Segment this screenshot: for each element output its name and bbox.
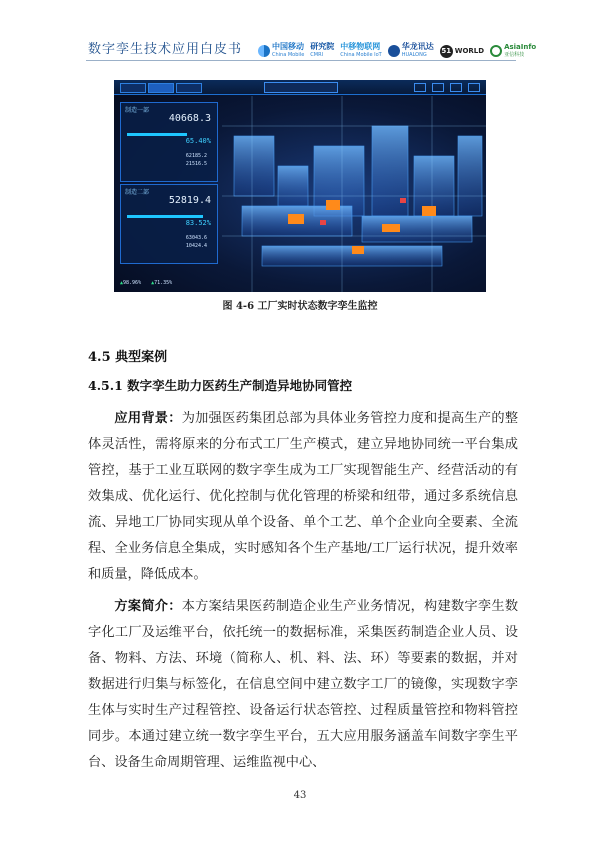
- logo-name: WORLD: [454, 47, 485, 55]
- header-title: 数字孪生技术应用白皮书: [88, 42, 243, 57]
- progress-bar: [127, 133, 187, 136]
- logo-sub: China Mobile IoT: [340, 52, 382, 58]
- panel-value: 10424.4: [185, 243, 207, 249]
- dashboard-tab: [176, 83, 202, 93]
- production-panel-1: [120, 102, 218, 182]
- panel-value: 63043.6: [185, 235, 207, 241]
- dashboard-title: [264, 82, 338, 93]
- dashboard-tab: [120, 83, 146, 93]
- stat-a: ▲ 98.96%: [120, 280, 141, 286]
- panel-label: 制造二部: [125, 189, 150, 196]
- progress-bar: [127, 215, 203, 218]
- logo-name: 中移物联网: [340, 42, 381, 51]
- paragraph-solution: [88, 594, 518, 776]
- paragraph-lead: 方案简介：: [114, 599, 182, 614]
- paragraph-background: [88, 406, 518, 588]
- stat-b: ▲ 71.35%: [151, 280, 172, 286]
- alarm-icon: [432, 83, 444, 92]
- header-divider: [86, 60, 516, 61]
- panel-percent: 65.40%: [185, 137, 211, 145]
- logo-sub: 亚信科技: [504, 52, 525, 58]
- production-panel-2: [120, 184, 218, 264]
- paragraph-body: 为加强医药集团总部为具体业务管控力度和提高生产的整体灵活性，需将原来的分布式工厂生产模式，建立异地协同统一平台集成管控，基于工业互联网的数字孪生成为工厂实现智能生产、经营活动的有效集成、优化运行、优化控制与优化管理的桥梁和纽带，通过多系统信息流、异地工厂协同实现从单个设备、单个工艺、单个企业向全要素、全流程、全业务信息全集成，实时感知各个生产基地/工厂运行状况，提升效率和质量，降低成本。: [88, 411, 519, 582]
- logo-name: 华龙讯达: [401, 42, 434, 51]
- 51world-logo: [440, 45, 484, 58]
- asiainfo-icon: [490, 45, 502, 57]
- logo-name: 研究院: [310, 42, 335, 51]
- page-header: [0, 0, 600, 70]
- hualong-logo: [388, 43, 434, 59]
- factory-3d-model: [222, 96, 486, 292]
- settings-icon: [450, 83, 462, 92]
- logo-strip: [258, 40, 536, 62]
- dashboard-tab: [148, 83, 174, 93]
- home-icon: [414, 83, 426, 92]
- dashboard-topbar: [114, 80, 486, 95]
- logo-sub: CMRI: [310, 52, 324, 58]
- section-heading: 4.5 典型案例: [88, 350, 168, 365]
- panel-label: 制造一部: [125, 107, 150, 114]
- dashboard-bottom-stats: [120, 280, 172, 286]
- logo-sub: China Mobile: [272, 52, 305, 58]
- asiainfo-logo: [490, 43, 536, 59]
- figure-caption: 图 4-6 工厂实时状态数字孪生监控: [222, 301, 378, 312]
- dashboard-toolbar: [414, 83, 480, 92]
- cmri-logo: [310, 43, 334, 59]
- fullscreen-icon: [468, 83, 480, 92]
- subsection-heading: 4.5.1 数字孪生助力医药生产制造异地协同管控: [88, 378, 353, 393]
- logo-name: 中国移动: [272, 42, 304, 51]
- panel-main-value: 40668.3: [168, 113, 211, 124]
- figure-dashboard-screenshot: [114, 80, 486, 292]
- paragraph-body: 本方案结果医药制造企业生产业务情况，构建数字孪生数字化工厂及运维平台，依托统一的数据标准，采集医药制造企业人员、设备、物料、方法、环境（简称人、机、料、法、环）等要素的数据，并对数据进行归集与标签化，在信息空间中建立数字工厂的镜像，实现数字孪生体与实时生产过程管控、设备运行状态管控、过程质量管控和物料管控同步。本通过建立统一数字孪生平台，五大应用服务涵盖车间数字孪生平台、设备生命周期管理、运维监视中心、: [88, 599, 519, 770]
- cmiot-logo: [340, 43, 381, 59]
- page-number: 43: [293, 790, 307, 801]
- logo-name: AsiaInfo: [504, 43, 537, 51]
- logo-sub: HUALONG: [401, 52, 427, 58]
- china-mobile-logo: [258, 43, 304, 59]
- panel-value: 21516.5: [185, 161, 207, 167]
- hualong-icon: [388, 45, 400, 57]
- paragraph-lead: 应用背景：: [114, 411, 182, 426]
- panel-value: 62185.2: [185, 153, 207, 159]
- china-mobile-icon: [258, 45, 270, 57]
- panel-percent: 83.52%: [185, 219, 211, 227]
- panel-main-value: 52819.4: [168, 195, 211, 206]
- logo-sub: 51: [440, 45, 453, 58]
